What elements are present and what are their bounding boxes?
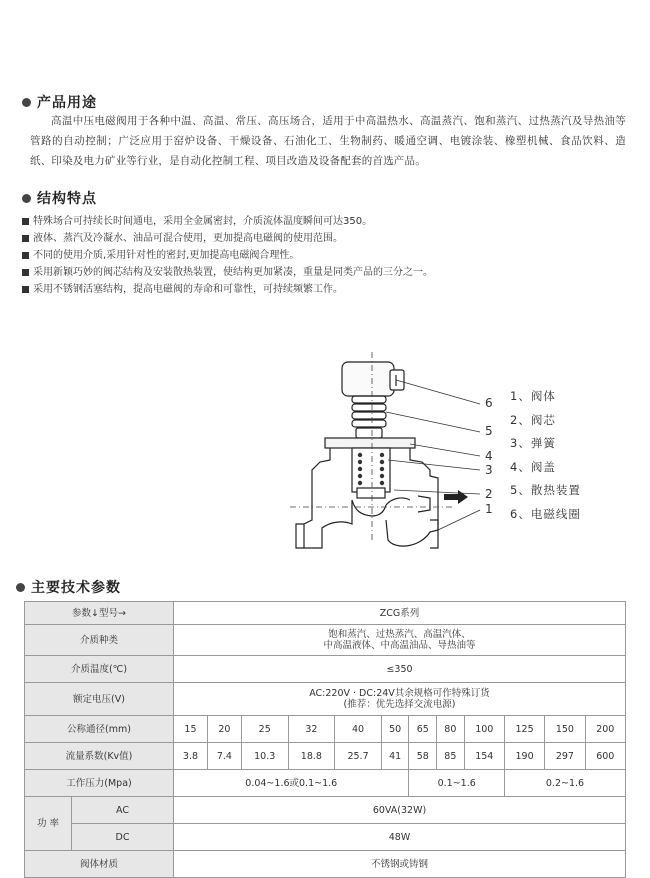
- dn-cell: 100: [464, 716, 504, 743]
- dn-cell: 125: [504, 716, 544, 743]
- kv-cell: 41: [381, 743, 409, 770]
- pressure-cell: 0.04~1.6或0.1~1.6: [174, 770, 409, 797]
- voltage-value-cell: AC:220V · DC:24V其余规格可作特殊订货 (推荐：优先选择交流电源): [174, 683, 626, 716]
- voltage-label-cell: 额定电压(V): [25, 683, 174, 716]
- power-label-cell: 功 率: [25, 797, 72, 851]
- pressure-label-cell: 工作压力(Mpa): [25, 770, 174, 797]
- table-row: [25, 716, 626, 743]
- material-label-cell: 阀体材质: [25, 851, 174, 878]
- pressure-cell: 0.2~1.6: [504, 770, 625, 797]
- series-cell: ZCG系列: [174, 602, 626, 625]
- kv-label-cell: 流量系数(Kv值): [25, 743, 174, 770]
- spring-chamber: [352, 448, 390, 492]
- kv-cell: 297: [545, 743, 585, 770]
- callout-3: 3: [485, 463, 493, 477]
- callout-2: 2: [485, 487, 493, 501]
- dn-cell: 32: [288, 716, 335, 743]
- temp-value-cell: ≤350: [174, 656, 626, 683]
- medium-value-cell: 饱和蒸汽、过热蒸汽、高温汽体、 中高温液体、中高温油品、导热油等: [174, 625, 626, 656]
- diagram-legend: [510, 385, 581, 526]
- table-row: [25, 743, 626, 770]
- bullet-icon: [16, 583, 25, 592]
- kv-cell: 3.8: [174, 743, 208, 770]
- usage-title: 产品用途: [37, 95, 97, 111]
- table-row: [25, 770, 626, 797]
- feature-item: 液体、蒸汽及冷凝水、油品可混合使用，更加提高电磁阀的使用范围。: [22, 230, 433, 247]
- dn-cell: 25: [241, 716, 288, 743]
- legend-item: 2、阀芯: [510, 412, 556, 427]
- legend-item: 1、阀体: [510, 389, 556, 403]
- legend-item: 6、电磁线圈: [510, 506, 581, 521]
- dn-cell: 40: [335, 716, 382, 743]
- dn-cell: 150: [545, 716, 585, 743]
- ac-label-cell: AC: [72, 797, 174, 824]
- temp-label-cell: 介质温度(℃): [25, 656, 174, 683]
- dc-label-cell: DC: [72, 824, 174, 851]
- dn-cell: 50: [381, 716, 409, 743]
- callout-5: 5: [485, 424, 493, 438]
- coil-shape: [342, 362, 394, 396]
- medium-label-cell: 介质种类: [25, 625, 174, 656]
- bonnet-shape: [325, 438, 415, 448]
- dn-cell: 15: [174, 716, 208, 743]
- spec-table: [24, 601, 626, 878]
- kv-cell: 58: [409, 743, 437, 770]
- table-row: [25, 851, 626, 878]
- legend-item: 4、阀盖: [510, 459, 556, 474]
- table-row: [25, 656, 626, 683]
- specs-title: 主要技术参数: [31, 580, 121, 596]
- dn-cell: 65: [409, 716, 437, 743]
- feature-item: 采用不锈钢活塞结构，提高电磁阀的寿命和可靠性，可持续频繁工作。: [22, 281, 433, 298]
- kv-cell: 25.7: [335, 743, 382, 770]
- dn-cell: 80: [437, 716, 465, 743]
- feature-item: 特殊场合可持续长时间通电，采用全金属密封，介质流体温度瞬间可达350。: [22, 213, 433, 230]
- kv-cell: 10.3: [241, 743, 288, 770]
- legend-item: 5、散热装置: [510, 483, 581, 497]
- table-row: [25, 602, 626, 625]
- dn-cell: 200: [585, 716, 625, 743]
- feature-item: 不同的使用介质,采用针对性的密封,更加提高电磁阀合理性。: [22, 247, 433, 264]
- legend-item: 3、弹簧: [510, 436, 556, 450]
- dc-value-cell: 48W: [174, 824, 626, 851]
- kv-cell: 190: [504, 743, 544, 770]
- kv-cell: 154: [464, 743, 504, 770]
- pressure-cell: 0.1~1.6: [409, 770, 504, 797]
- kv-cell: 85: [437, 743, 465, 770]
- kv-cell: 600: [585, 743, 625, 770]
- valve-body-left: [304, 448, 352, 548]
- feature-item: 采用新颖巧妙的阀芯结构及安装散热装置，使结构更加紧凑，重量是同类产品的三分之一。: [22, 264, 433, 281]
- callout-1: 1: [485, 502, 493, 516]
- dn-label-cell: 公称通径(mm): [25, 716, 174, 743]
- table-row: [25, 625, 626, 656]
- valve-core-shape: [357, 488, 385, 498]
- leader-lines: [386, 380, 480, 530]
- usage-paragraph: 高温中压电磁阀用于各种中温、高温、常压、高压场合，适用于中高温热水、高温蒸汽、饱和蒸汽、过热蒸汽及导热油等管路的自动控制；广泛应用于窑炉设备、干燥设备、石油化工、生物制药、暖通空调、电镀涂装、橡塑机械、食品饮料、造纸、印染及电力矿业等行业，是自动化控制工程、项目改造及设备配套的首选产品。: [30, 115, 626, 167]
- table-row: [25, 797, 626, 824]
- dn-cell: 20: [207, 716, 241, 743]
- material-value-cell: 不锈钢或铸钢: [174, 851, 626, 878]
- kv-cell: 18.8: [288, 743, 335, 770]
- heat-sink-shape: [352, 396, 386, 438]
- specs-heading: [16, 577, 121, 597]
- features-title: 结构特点: [37, 191, 97, 207]
- header-label-cell: 参数↓型号→: [25, 602, 174, 625]
- table-row: [25, 824, 626, 851]
- callout-4: 4: [485, 449, 493, 463]
- callout-6: 6: [485, 396, 493, 410]
- ac-value-cell: 60VA(32W): [174, 797, 626, 824]
- kv-cell: 7.4: [207, 743, 241, 770]
- table-row: [25, 683, 626, 716]
